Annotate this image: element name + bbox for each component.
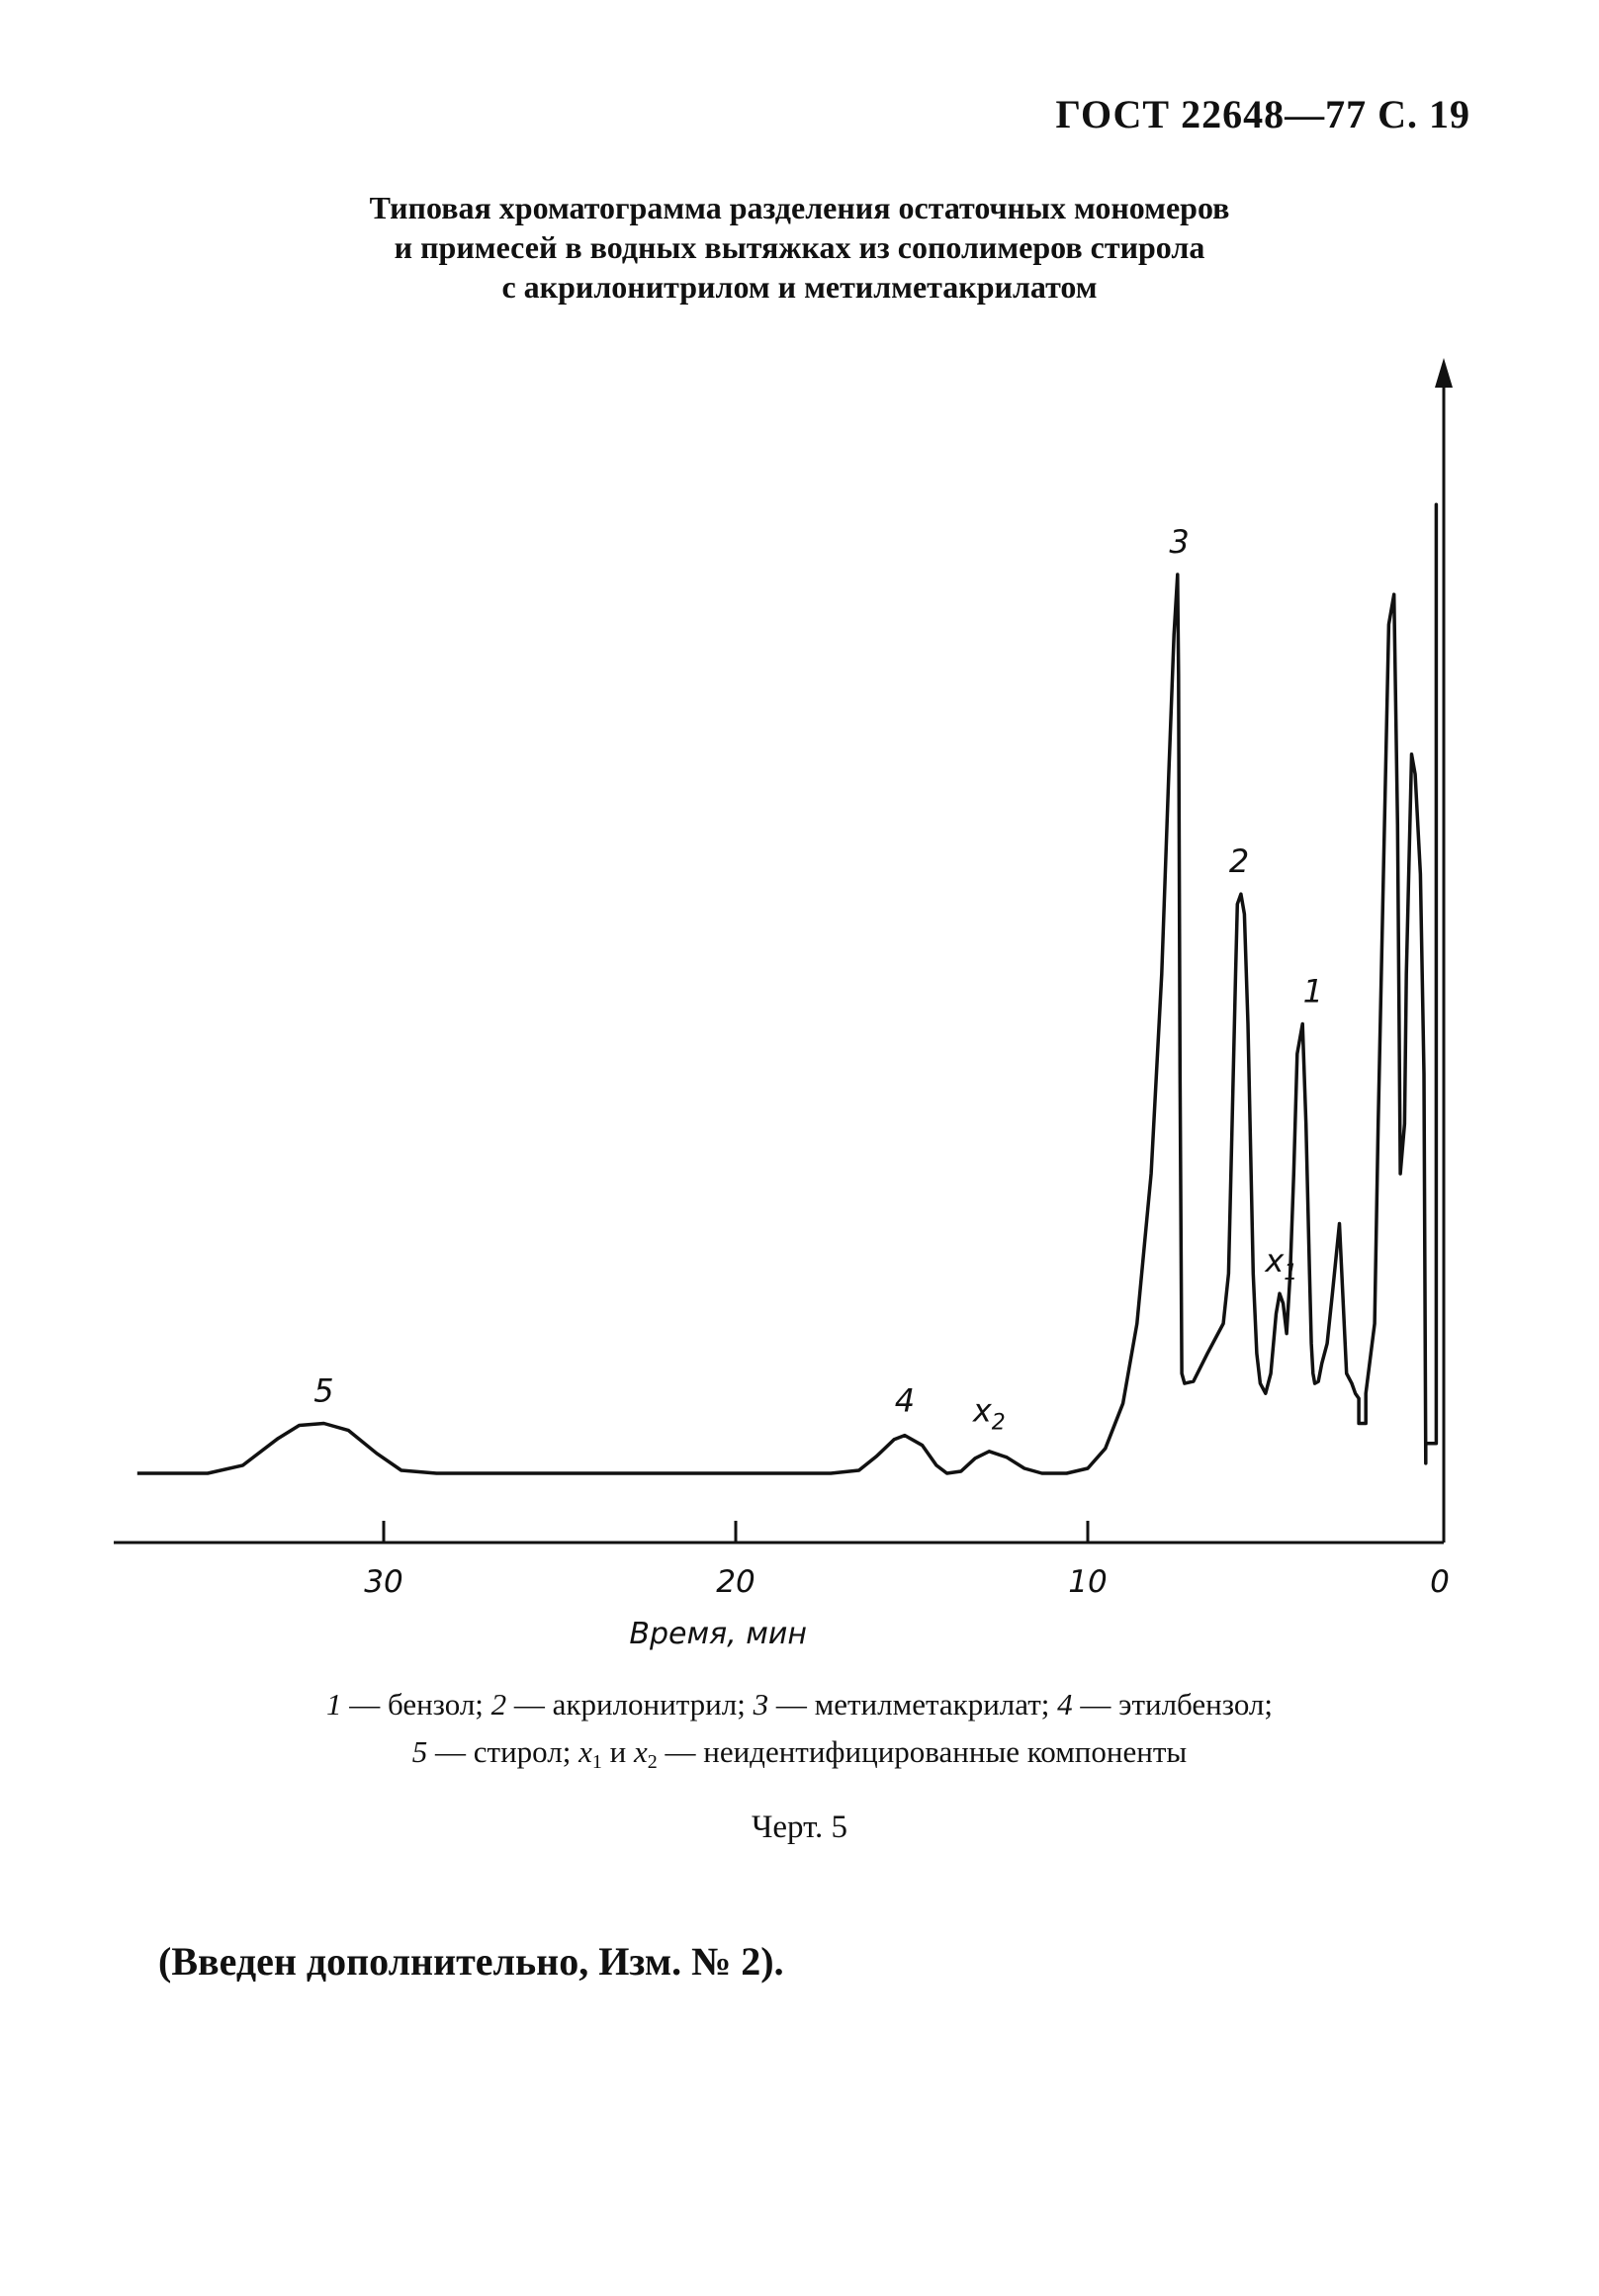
chromatogram-trace <box>137 504 1437 1473</box>
figure-number: Черт. 5 <box>751 1810 848 1845</box>
y-axis-arrowhead <box>1435 358 1453 388</box>
x-axis-label: Время, мин <box>629 1617 807 1651</box>
peak-label: $x_2$ <box>972 1391 1006 1436</box>
peak-label: 2 <box>1228 842 1250 881</box>
title-line: с акрилонитрилом и метилметакрилатом <box>501 269 1098 305</box>
page-reference: ГОСТ 22648—77 С. 19 <box>1055 92 1470 136</box>
amendment-note: (Введен дополнительно, Изм. № 2). <box>158 1939 784 1984</box>
peak-label: 4 <box>894 1381 916 1420</box>
peak-label: 3 <box>1169 523 1190 561</box>
peak-label: 5 <box>313 1371 334 1410</box>
x-tick-label: 30 <box>364 1564 403 1600</box>
x-tick-label: 10 <box>1068 1564 1108 1600</box>
title-line: Типовая хроматограмма разделения остаточных мономеров <box>369 190 1230 225</box>
caption-line-1: 1 — бензол; 2 — акрилонитрил; 3 — метилметакрилат; 4 — этилбензол; <box>325 1687 1274 1722</box>
peak-label: 1 <box>1302 972 1324 1011</box>
x-tick-label: 0 <box>1430 1564 1450 1600</box>
title-line: и примесей в водных вытяжках из сополимеров стирола <box>394 229 1205 265</box>
x-tick-label: 20 <box>716 1564 755 1600</box>
peak-label: $x_1$ <box>1265 1242 1298 1286</box>
caption-line-2: 5 — стирол; $x_1$ и $x_2$ — неидентифицированные компоненты <box>411 1734 1188 1773</box>
figure-caption <box>0 1681 1599 1776</box>
